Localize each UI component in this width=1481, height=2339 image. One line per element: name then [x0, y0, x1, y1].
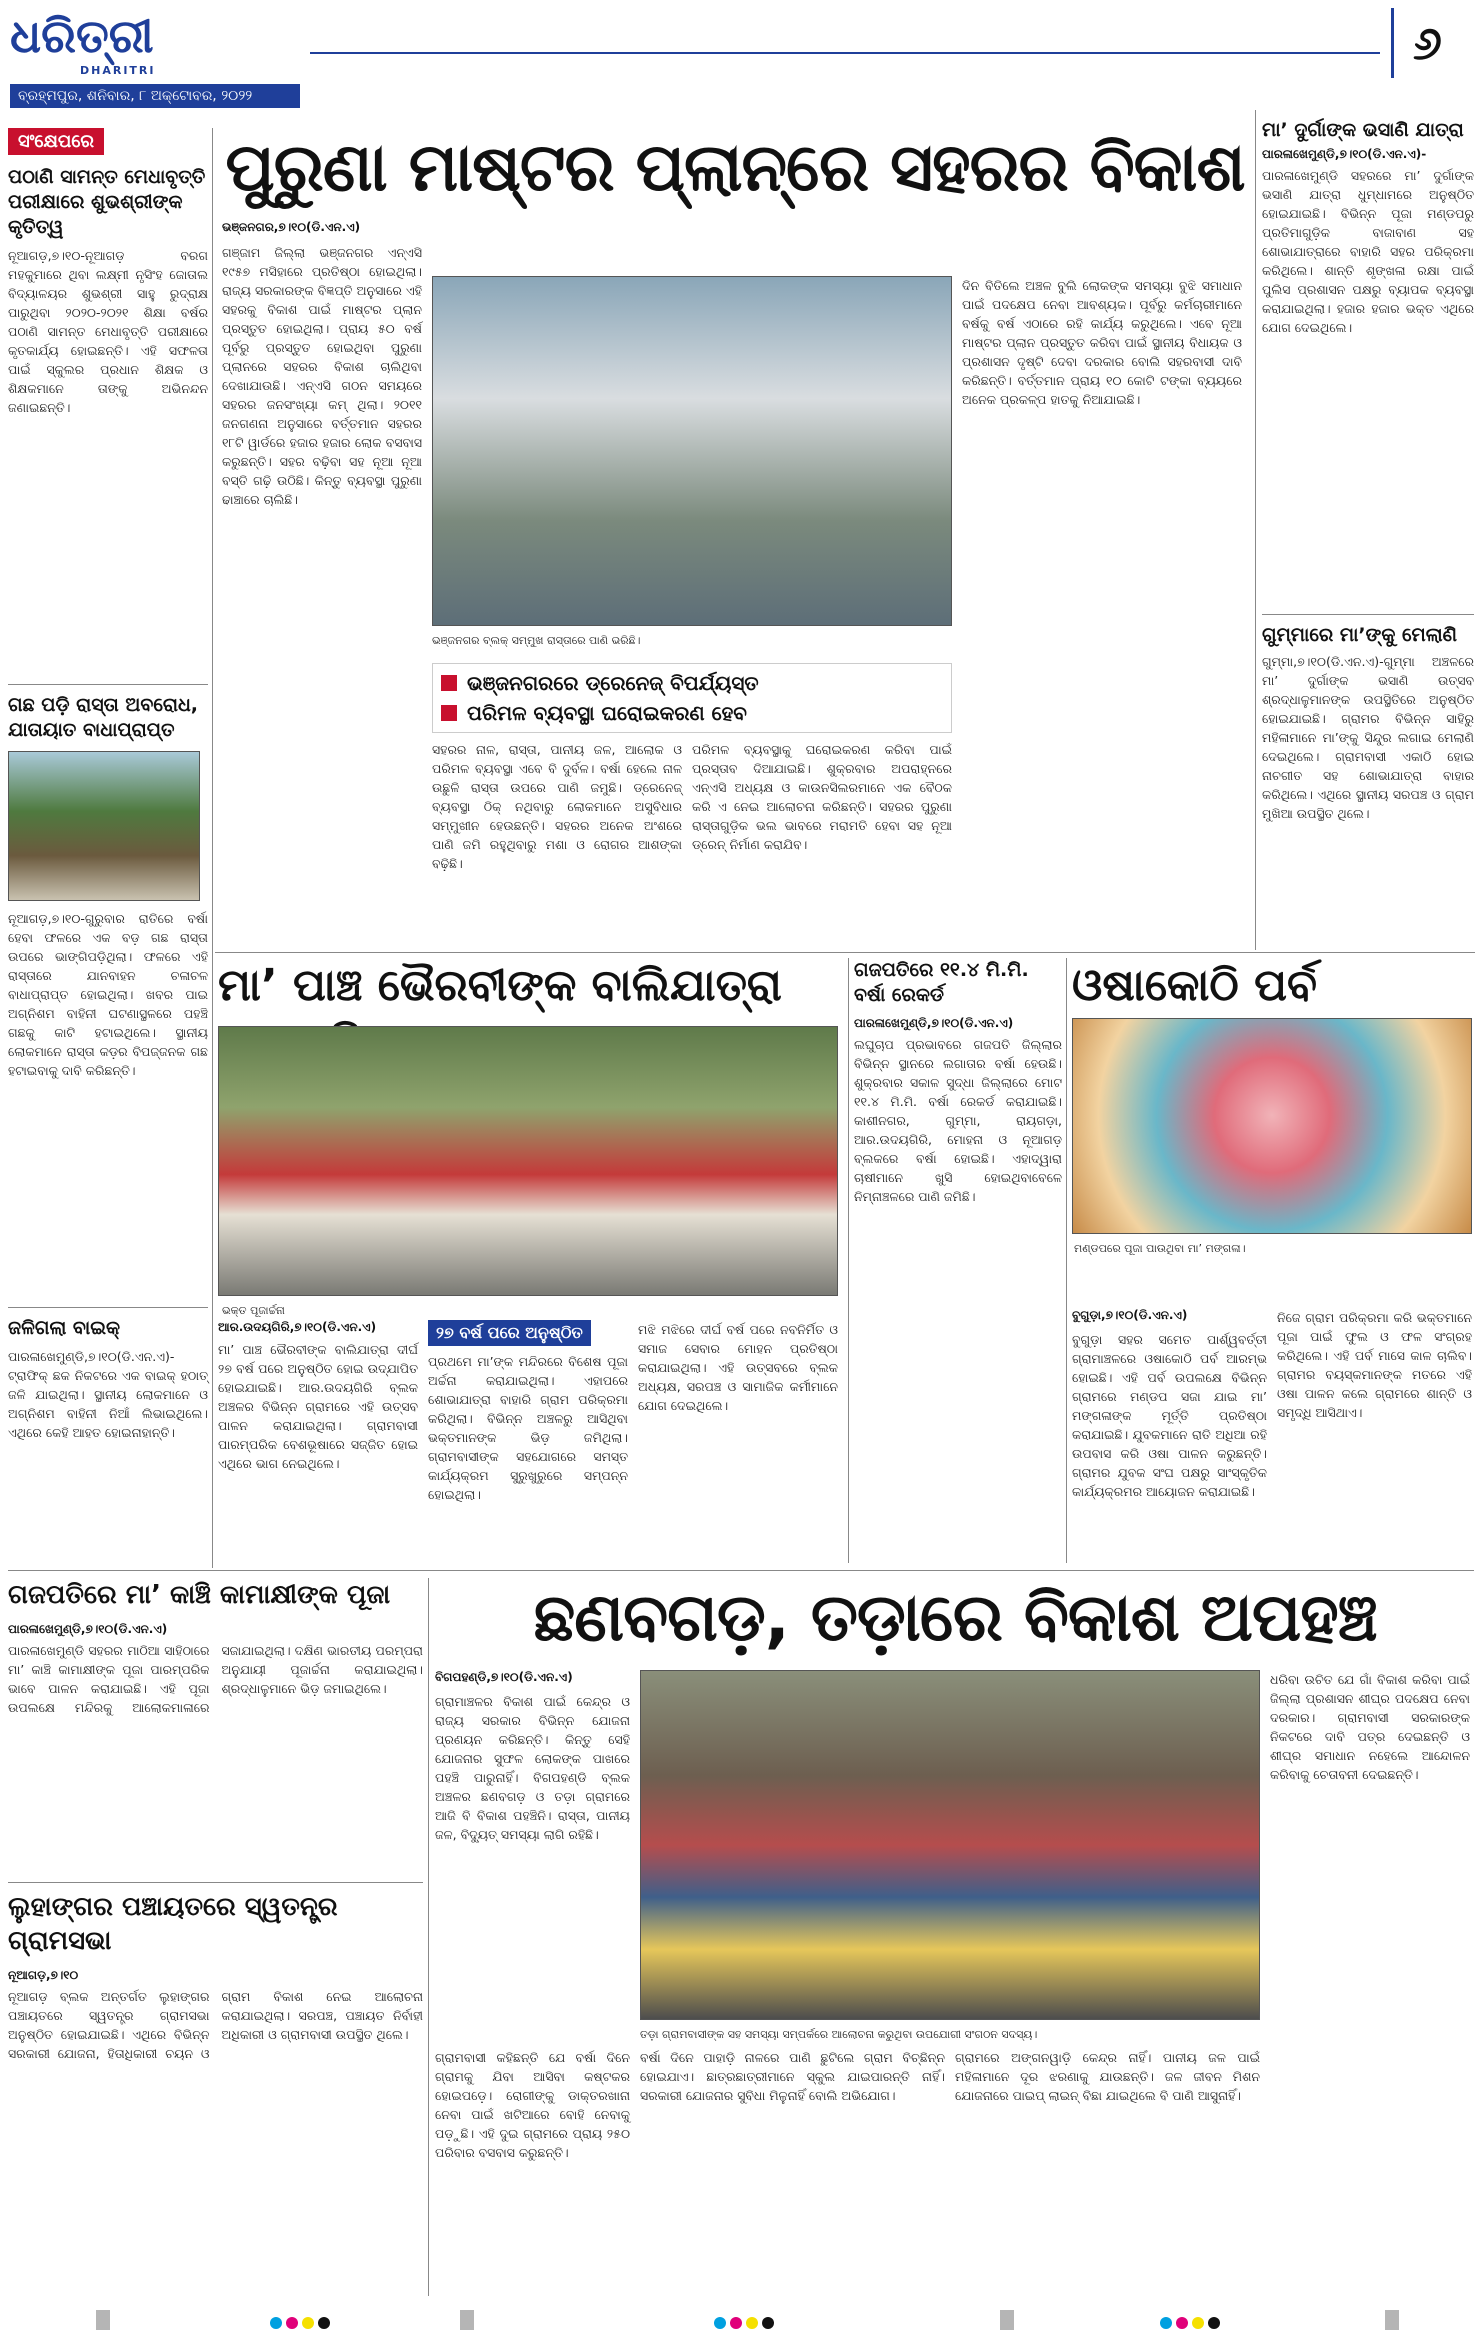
section-divider: [215, 952, 1475, 953]
column-divider: [848, 958, 849, 1563]
color-registration-marks: [1158, 2314, 1222, 2333]
bali-photo: [218, 1026, 838, 1296]
rain-dateline: ପାରଳାଖେମୁଣ୍ଡି,୭।୧୦(ଡି.ଏନ.ଏ): [854, 1016, 1014, 1030]
color-registration-marks: [712, 2314, 776, 2333]
story1-dateline: ପାରଳାଖେମୁଣ୍ଡି,୭।୧୦(ଡି.ଏନ.ଏ)-: [1262, 147, 1427, 161]
right-column: [1262, 118, 1474, 948]
section-tag: ସଂକ୍ଷେପରେ: [8, 128, 104, 155]
ushakothi-photo: [1072, 1018, 1472, 1234]
story2-headline: ଗୁମ୍ମାରେ ମା’ଙ୍କୁ ମେଲାଣି: [1262, 624, 1458, 646]
ushakothi-caption: ମଣ୍ଡପରେ ପୂଜା ପାଉଥିବା ମା’ ମଙ୍ଗଳା।: [1074, 1242, 1246, 1255]
brief3-body: ପାରଳାଖେମୁଣ୍ଡି,୭।୧୦(ଡି.ଏନ.ଏ)-ଟ୍ରାଫିକ୍ ଛକ ନିକଟରେ ଏକ ବାଇକ୍ ହଠାତ୍ ଜଳି ଯାଇଥିଲା। ସ୍ଥାନୀୟ ଲୋକମାନେ ଓ ଅଗ୍ନିଶମ ବାହିନୀ ନିଆଁ ଲିଭାଇଥିଲେ। ଏଥିରେ କେହି ଆହତ ହୋଇନାହାନ୍ତି।: [8, 1349, 208, 1440]
rain-story: [854, 958, 1062, 1563]
kamakhya-headline: ଗଜପତିରେ ମା’ କାଞ୍ଚି କାମାକ୍ଷୀଙ୍କ ପୂଜା: [8, 1580, 391, 1610]
newspaper-logo: ଧରିତ୍ରୀ: [10, 9, 154, 63]
edition-dateline: ବ୍ରହ୍ମପୁର, ଶନିବାର, ୮ ଅକ୍ଟୋବର, ୨୦୨୨: [10, 84, 300, 108]
chhanaba-body-2: ଗ୍ରାମବାସୀ କହିଛନ୍ତି ଯେ ବର୍ଷା ଦିନେ ଗ୍ରାମକୁ ଯିବା ଆସିବା କଷ୍ଟକର ହୋଇପଡ଼େ। ରୋଗୀଙ୍କୁ ଡାକ୍ତରଖାନା ନେବା ପାଇଁ ଖଟିଆରେ ବୋହି ନେବାକୁ ପଡ଼ୁଛି। ଏହି ଦୁଇ ଗ୍ରାମରେ ପ୍ରାୟ ୨୫୦ ପରିବାର ବସବାସ କରୁଛନ୍ତି।: [435, 2050, 630, 2160]
chhanaba-photo-caption: ତଡ଼ା ଗ୍ରାମବାସୀଙ୍କ ସହ ସମସ୍ୟା ସମ୍ପର୍କରେ ଆଲୋଚନା କରୁଥିବା ଉପଯୋଗୀ ସଂଗଠନ ସଦସ୍ୟ।: [640, 2028, 1038, 2041]
highlight-box: [432, 663, 952, 733]
kamakhya-body: ପାରଳାଖେମୁଣ୍ଡି ସହରର ମାଠିଆ ସାହିଠାରେ ମା’ କାଞ୍ଚି କାମାକ୍ଷୀଙ୍କ ପୂଜା ପାରମ୍ପରିକ ଭାବେ ପାଳନ କରାଯାଇଛି। ଏହି ପୂଜା ଉପଲକ୍ଷେ ମନ୍ଦିରକୁ ଆଲୋକମାଳାରେ ସଜାଯାଇଥିଲା। ଦକ୍ଷିଣ ଭାରତୀୟ ପରମ୍ପରା ଅନୁଯାୟୀ ପୂଜାର୍ଚ୍ଚନା କରାଯାଇଥିଲା। ଶ୍ରଦ୍ଧାଳୁମାନେ ଭିଡ଼ ଜମାଇଥିଲେ।: [8, 1643, 423, 1715]
lead-story: [220, 128, 1250, 948]
lead-headline: ପୁରୁଣା ମାଷ୍ଟର ପ୍ଲାନ୍‌ରେ ସହରର ବିକାଶ: [225, 129, 1245, 206]
luhang-story: [8, 1890, 423, 2295]
divider: [8, 1307, 208, 1308]
story2-body: ଗୁମ୍ମା,୭।୧୦(ଡି.ଏନ.ଏ)-ଗୁମ୍ମା ଅଞ୍ଚଳରେ ମା’ ଦୁର୍ଗାଙ୍କ ଭସାଣି ଉତ୍ସବ ଶ୍ରଦ୍ଧାଳୁମାନଙ୍କ ଉପସ୍ଥିତିରେ ଅନୁଷ୍ଠିତ ହୋଇଯାଇଛି। ଗ୍ରାମର ବିଭିନ୍ନ ସାହିରୁ ମହିଳାମାନେ ମା’ଙ୍କୁ ସିନ୍ଦୁର ଲଗାଇ ମେଲାଣି ଦେଇଥିଲେ। ଗ୍ରାମବାସୀ ଏକାଠି ହୋଇ ନାଚଗୀତ ସହ ଶୋଭାଯାତ୍ରା ବାହାର କରିଥିଲେ। ଏଥିରେ ସ୍ଥାନୀୟ ସରପଞ୍ଚ ଓ ଗ୍ରାମ ମୁଖିଆ ଉପସ୍ଥିତ ଥିଲେ।: [1262, 654, 1474, 821]
registration-block: [1000, 2310, 1014, 2330]
print-registration-footer: [0, 2302, 1481, 2339]
left-column: [8, 128, 208, 1563]
page-number: ୬: [1391, 8, 1461, 78]
bali-photo-caption: ଭକ୍ତ ପୂଜାର୍ଚ୍ଚନା: [222, 1304, 285, 1317]
brief1-headline: ପଠାଣି ସାମନ୍ତ ମେଧାବୃତ୍ତି ପରୀକ୍ଷାରେ ଶୁଭଶ୍ରୀଙ୍କ କୃତିତ୍ୱ: [8, 166, 206, 238]
brief2-body: ନୂଆଗଡ଼,୭।୧୦-ଗୁରୁବାର ରାତିରେ ବର୍ଷା ହେବା ଫଳରେ ଏକ ବଡ଼ ଗଛ ରାସ୍ତା ଉପରେ ଭାଙ୍ଗିପଡ଼ିଥିଲା। ଫଳରେ ଏହି ରାସ୍ତାରେ ଯାନବାହନ ଚଳାଚଳ ବାଧାପ୍ରାପ୍ତ ହୋଇଥିଲା। ଖବର ପାଇ ଅଗ୍ନିଶମ ବାହିନୀ ଘଟଣାସ୍ଥଳରେ ପହଞ୍ଚି ଗଛକୁ କାଟି ହଟାଇଥିଲେ। ସ୍ଥାନୀୟ ଲୋକମାନେ ରାସ୍ତା କଡ଼ର ବିପଜ୍ଜନକ ଗଛ ହଟାଇବାକୁ ଦାବି କରିଛନ୍ତି।: [8, 911, 208, 1078]
brief1-body: ନୂଆଗଡ଼,୭।୧୦-ନୂଆଗଡ଼ ବରଗ ମହକୁମାରେ ଥିବା ଲକ୍ଷ୍ମୀ ନୃସିଂହ ଜୋତାଲ ବିଦ୍ୟାଳୟର ଶୁଭଶ୍ରୀ ସାହୁ ରୁଦ୍ରାକ୍ଷ ପାରୁଥିବା ୨୦୨୦-୨୦୨୧ ଶିକ୍ଷା ବର୍ଷର ପଠାଣି ସାମନ୍ତ ମେଧାବୃତ୍ତି ପରୀକ୍ଷାରେ କୃତକାର୍ଯ୍ୟ ହୋଇଛନ୍ତି। ଏହି ସଫଳତା ପାଇଁ ସ୍କୁଲର ପ୍ରଧାନ ଶିକ୍ଷକ ଓ ଶିକ୍ଷକମାନେ ତାଙ୍କୁ ଅଭିନନ୍ଦନ ଜଣାଇଛନ୍ତି।: [8, 248, 208, 415]
chhanaba-headline: ଛଣବଗଡ଼, ତଡ଼ାରେ ବିକାଶ ଅପହଞ୍ଚ: [533, 1579, 1377, 1656]
story1-headline: ମା’ ଦୁର୍ଗାଙ୍କ ଭସାଣି ଯାତ୍ରା: [1262, 119, 1464, 141]
lead-photo: [432, 276, 952, 626]
lead-body-col2b: ପରିମଳ ବ୍ୟବସ୍ଥାକୁ ଘରୋଇକରଣ କରିବା ପାଇଁ ପ୍ରସ୍ତାବ ଦିଆଯାଇଛି। ଶୁକ୍ରବାର ଅପରାହ୍ନରେ ଏନ୍‌ଏସି ଅଧ୍ୟକ୍ଷ ଓ କାଉନସିଲରମାନେ ଏକ ବୈଠକ କରି ଏ ନେଇ ଆଲୋଚନା କରିଛନ୍ତି। ସହରର ପୁରୁଣା ରାସ୍ତାଗୁଡ଼ିକ ଭଲ ଭାବରେ ମରାମତି ହେବା ସହ ନୂଆ ଡ୍ରେନ୍ ନିର୍ମାଣ କରାଯିବ।: [692, 742, 952, 852]
luhang-dateline: ନୂଆଗଡ଼,୭।୧୦: [8, 1968, 79, 1982]
bali-body-2: ପ୍ରଥମେ ମା’ଙ୍କ ମନ୍ଦିରରେ ବିଶେଷ ପୂଜା ଅର୍ଚ୍ଚନା କରାଯାଇଥିଲା। ଏହାପରେ ଶୋଭାଯାତ୍ରା ବାହାରି ଗ୍ରାମ ପରିକ୍ରମା କରିଥିଲା। ବିଭିନ୍ନ ଅଞ୍ଚଳରୁ ଆସିଥିବା ଭକ୍ତମାନଙ୍କ ଭିଡ଼ ଜମିଥିଲା। ଗ୍ରାମବାସୀଙ୍କ ସହଯୋଗରେ ସମସ୍ତ କାର୍ଯ୍ୟକ୍ରମ ସୁରୁଖୁରୁରେ ସମ୍ପନ୍ନ ହୋଇଥିଲା।: [428, 1354, 628, 1502]
logo-subtitle: DHARITRI: [80, 64, 156, 77]
registration-block: [96, 2310, 110, 2330]
chhanaba-body-3: ବର୍ଷା ଦିନେ ପାହାଡ଼ି ନାଳରେ ପାଣି ଛୁଟିଲେ ଗ୍ରାମ ବିଚ୍ଛିନ୍ନ ହୋଇଯାଏ। ଛାତ୍ରଛାତ୍ରୀମାନେ ସ୍କୁଲ ଯାଇପାରନ୍ତି ନାହିଁ। ସରକାରୀ ଯୋଜନାର ସୁବିଧା ମିଳୁନାହିଁ ବୋଲି ଅଭିଯୋଗ।: [640, 2050, 945, 2103]
luhang-body: ନୂଆଗଡ଼ ବ୍ଲକ ଅନ୍ତର୍ଗତ ଲୁହାଙ୍ଗର ପଞ୍ଚାୟତରେ ସ୍ୱତନ୍ତ୍ର ଗ୍ରାମସଭା ଅନୁଷ୍ଠିତ ହୋଇଯାଇଛି। ଏଥିରେ ବିଭିନ୍ନ ସରକାରୀ ଯୋଜନା, ହିତାଧିକାରୀ ଚୟନ ଓ ଗ୍ରାମ ବିକାଶ ନେଇ ଆଲୋଚନା କରାଯାଇଥିଲା। ସରପଞ୍ଚ, ପଞ୍ଚାୟତ ନିର୍ବାହୀ ଅଧିକାରୀ ଓ ଗ୍ରାମବାସୀ ଉପସ୍ଥିତ ଥିଲେ।: [8, 1989, 423, 2061]
color-registration-marks: [268, 2314, 332, 2333]
ushakothi-body-1: ବୁଗୁଡ଼ା ସହର ସମେତ ପାର୍ଶ୍ୱବର୍ତ୍ତୀ ଗ୍ରାମାଞ୍ଚଳରେ ଓଷାକୋଠି ପର୍ବ ଆରମ୍ଭ ହୋଇଛି। ଏହି ପର୍ବ ଉପଲକ୍ଷେ ବିଭିନ୍ନ ଗ୍ରାମରେ ମଣ୍ଡପ ସଜା ଯାଇ ମା’ ମଙ୍ଗଳାଙ୍କ ମୂର୍ତ୍ତି ପ୍ରତିଷ୍ଠା କରାଯାଇଛି। ଯୁବକମାନେ ରାତି ଅଧିଆ ରହି ଉପବାସ କରି ଓଷା ପାଳନ କରୁଛନ୍ତି। ଗ୍ରାମର ଯୁବକ ସଂଘ ପକ୍ଷରୁ ସାଂସ୍କୃତିକ କାର୍ଯ୍ୟକ୍ରମର ଆୟୋଜନ କରାଯାଇଛି।: [1072, 1332, 1267, 1499]
section-divider: [8, 1570, 1474, 1571]
registration-block: [460, 2310, 474, 2330]
bali-yatra-story: [218, 958, 843, 1563]
chhanaba-body-4: ଗ୍ରାମରେ ଅଙ୍ଗନୱାଡ଼ି କେନ୍ଦ୍ର ନାହିଁ। ପାନୀୟ ଜଳ ପାଇଁ ମହିଳାମାନେ ଦୂର ଝରଣାକୁ ଯାଉଛନ୍ତି। ଜଳ ଜୀବନ ମିଶନ ଯୋଜନାରେ ପାଇପ୍ ଲାଇନ୍ ବିଛା ଯାଇଥିଲେ ବି ପାଣି ଆସୁନାହିଁ।: [955, 2050, 1260, 2103]
column-divider: [1066, 958, 1067, 1563]
ushakothi-dateline: ବୁଗୁଡ଼ା,୭।୧୦(ଡି.ଏନ.ଏ): [1072, 1308, 1188, 1322]
rain-body: ଲଘୁଚାପ ପ୍ରଭାବରେ ଗଜପତି ଜିଲ୍ଲାର ବିଭିନ୍ନ ସ୍ଥାନରେ ଲଗାତାର ବର୍ଷା ହେଉଛି। ଶୁକ୍ରବାର ସକାଳ ସୁଦ୍ଧା ଜିଲ୍ଲାରେ ମୋଟ ୧୧.୪ ମି.ମି. ବର୍ଷା ରେକର୍ଡ କରାଯାଇଛି। କାଶୀନଗର, ଗୁମ୍ମା, ରାୟଗଡ଼ା, ଆର.ଉଦୟଗିରି, ମୋହନା ଓ ନୂଆଗଡ଼ ବ୍ଲକରେ ବର୍ଷା ହୋଇଛି। ଏହାଦ୍ୱାରା ଚାଷୀମାନେ ଖୁସି ହୋଇଥିବାବେଳେ ନିମ୍ନାଞ୍ଚଳରେ ପାଣି ଜମିଛି।: [854, 1037, 1062, 1204]
highlight-line-1: ଭଞ୍ଜନଗରରେ ଡ୍ରେନେଜ୍ ବିପର୍ଯ୍ୟସ୍ତ: [441, 668, 943, 698]
column-divider: [1255, 110, 1256, 950]
chhanaba-dateline: ବିଗପହଣ୍ଡି,୭।୧୦(ଡି.ଏନ.ଏ): [435, 1670, 573, 1684]
header-rule: [310, 52, 1380, 54]
lead-photo-caption: ଭଞ୍ଜନଗର ବ୍ଲକ୍ ସମ୍ମୁଖ ରାସ୍ତାରେ ପାଣି ଭରିଛି।: [432, 634, 641, 647]
lead-body-col3: ଦିନ ବିତିଲେ ଅଞ୍ଚଳ ବୁଲି ଲୋକଙ୍କ ସମସ୍ୟା ବୁଝି ସମାଧାନ ପାଇଁ ପଦକ୍ଷେପ ନେବା ଆବଶ୍ୟକ। ପୂର୍ବରୁ କର୍ମଚାରୀମାନେ ବର୍ଷକୁ ବର୍ଷ ଏଠାରେ ରହି କାର୍ଯ୍ୟ କରୁଥିଲେ। ଏବେ ନୂଆ ମାଷ୍ଟର ପ୍ଲାନ ପ୍ରସ୍ତୁତ କରିବା ପାଇଁ ସ୍ଥାନୀୟ ବିଧାୟକ ଓ ପ୍ରଶାସନ ଦୃଷ୍ଟି ଦେବା ଦରକାର ବୋଲି ସହରବାସୀ ଦାବି କରିଛନ୍ତି। ବର୍ତ୍ତମାନ ପ୍ରାୟ ୧୦ କୋଟି ଟଙ୍କା ବ୍ୟୟରେ ଅନେକ ପ୍ରକଳ୍ପ ହାତକୁ ନିଆଯାଇଛି।: [962, 278, 1242, 407]
ushakothi-body-2: ନିଜେ ଗ୍ରାମ ପରିକ୍ରମା କରି ଭକ୍ତମାନେ ପୂଜା ପାଇଁ ଫୁଲ ଓ ଫଳ ସଂଗ୍ରହ କରିଥିଲେ। ଏହି ପର୍ବ ମାସେ କାଳ ଚାଲିବ। ଗ୍ରାମର ବୟସ୍କମାନଙ୍କ ମତରେ ଏହି ଓଷା ପାଳନ କଲେ ଗ୍ରାମରେ ଶାନ୍ତି ଓ ସମୃଦ୍ଧି ଆସିଥାଏ।: [1277, 1310, 1472, 1420]
kamakhya-story: [8, 1578, 423, 1878]
column-divider: [428, 1578, 429, 2296]
ushakothi-headline: ଓଷାକୋଠି ପର୍ବ: [1072, 960, 1317, 1011]
chhanaba-body-1: ଗ୍ରାମାଞ୍ଚଳର ବିକାଶ ପାଇଁ କେନ୍ଦ୍ର ଓ ରାଜ୍ୟ ସରକାର ବିଭିନ୍ନ ଯୋଜନା ପ୍ରଣୟନ କରିଛନ୍ତି। କିନ୍ତୁ ସେହି ଯୋଜନାର ସୁଫଳ ଲୋକଙ୍କ ପାଖରେ ପହଞ୍ଚି ପାରୁନାହିଁ। ବିଗପହଣ୍ଡି ବ୍ଲକ ଅଞ୍ଚଳର ଛଣବଗଡ଼ ଓ ତଡ଼ା ଗ୍ରାମରେ ଆଜି ବି ବିକାଶ ପହଞ୍ଚିନି। ରାସ୍ତା, ପାନୀୟ ଜଳ, ବିଦ୍ୟୁତ୍ ସମସ୍ୟା ଲାଗି ରହିଛି।: [435, 1694, 630, 1842]
bali-tag: ୨୭ ବର୍ଷ ପରେ ଅନୁଷ୍ଠିତ: [428, 1320, 591, 1346]
brief2-headline: ଗଛ ପଡ଼ି ରାସ୍ତା ଅବରୋଧ, ଯାତାୟାତ ବାଧାପ୍ରାପ୍ତ: [8, 694, 199, 741]
kamakhya-dateline: ପାରଳାଖେମୁଣ୍ଡି,୭।୧୦(ଡି.ଏନ.ଏ): [8, 1622, 168, 1636]
divider: [1262, 614, 1474, 615]
divider: [8, 1882, 423, 1883]
masthead: [10, 8, 1471, 120]
bali-headline: ମା’ ପାଞ୍ଚ ଭୈରବୀଙ୍କ ବାଲିଯାତ୍ରା: [218, 960, 782, 1011]
fallen-tree-photo: [8, 751, 200, 901]
lead-dateline: ଭଞ୍ଜନଗର,୭।୧୦(ଡି.ଏନ.ଏ): [222, 220, 361, 234]
ushakothi-story: [1072, 958, 1474, 1563]
registration-block: [1385, 2310, 1399, 2330]
story1-body: ପାରଳାଖେମୁଣ୍ଡି ସହରରେ ମା’ ଦୁର୍ଗାଙ୍କ ଭସାଣି ଯାତ୍ରା ଧୁମ୍‌ଧାମରେ ଅନୁଷ୍ଠିତ ହୋଇଯାଇଛି। ବିଭିନ୍ନ ପୂଜା ମଣ୍ଡପରୁ ପ୍ରତିମାଗୁଡ଼ିକ ବାଜାବାଣ ସହ ଶୋଭାଯାତ୍ରାରେ ବାହାରି ସହର ପରିକ୍ରମା କରିଥିଲେ। ଶାନ୍ତି ଶୃଙ୍ଖଳା ରକ୍ଷା ପାଇଁ ପୁଲିସ ପ୍ରଶାସନ ପକ୍ଷରୁ ବ୍ୟାପକ ବ୍ୟବସ୍ଥା କରାଯାଇଥିଲା। ହଜାର ହଜାର ଭକ୍ତ ଏଥିରେ ଯୋଗ ଦେଇଥିଲେ।: [1262, 168, 1474, 335]
lead-body-col1: ଗଞ୍ଜାମ ଜିଲ୍ଲା ଭଞ୍ଜନଗର ଏନ୍‌ଏସି ୧୯୫୭ ମସିହାରେ ପ୍ରତିଷ୍ଠା ହୋଇଥିଲା। ରାଜ୍ୟ ସରକାରଙ୍କ ବିଜ୍ଞପ୍ତି ଅନୁସାରେ ଏହି ସହରକୁ ବିକାଶ ପାଇଁ ମାଷ୍ଟର ପ୍ଲାନ ପ୍ରସ୍ତୁତ ହୋଇଥିଲା। ପ୍ରାୟ ୫୦ ବର୍ଷ ପୂର୍ବରୁ ପ୍ରସ୍ତୁତ ହୋଇଥିବା ପୁରୁଣା ପ୍ଲାନରେ ସହରର ବିକାଶ ଚାଲିଥିବା ଦେଖାଯାଉଛି। ଏନ୍‌ଏସି ଗଠନ ସମୟରେ ସହରର ଜନସଂଖ୍ୟା କମ୍ ଥିଲା। ୨୦୧୧ ଜନଗଣନା ଅନୁସାରେ ବର୍ତ୍ତମାନ ସହରର ୧୮ଟି ୱାର୍ଡରେ ହଜାର ହଜାର ଲୋକ ବସବାସ କରୁଛନ୍ତି। ସହର ବଢ଼ିବା ସହ ନୂଆ ନୂଆ ବସ୍ତି ଗଢ଼ି ଉଠିଛି। କିନ୍ତୁ ବ୍ୟବସ୍ଥା ପୁରୁଣା ଢାଞ୍ଚାରେ ଚାଲିଛି।: [222, 245, 422, 507]
lead-body-col2: ସହରର ନାଳ, ରାସ୍ତା, ପାନୀୟ ଜଳ, ଆଲୋକ ଓ ପରିମଳ ବ୍ୟବସ୍ଥା ଏବେ ବି ଦୁର୍ବଳ। ବର୍ଷା ହେଲେ ନାଳ ଉଛୁଳି ରାସ୍ତା ଉପରେ ପାଣି ଜମୁଛି। ଡ୍ରେନେଜ୍ ବ୍ୟବସ୍ଥା ଠିକ୍ ନଥିବାରୁ ଲୋକମାନେ ଅସୁବିଧାର ସମ୍ମୁଖୀନ ହେଉଛନ୍ତି। ସହରର ଅନେକ ଅଂଶରେ ପାଣି ଜମି ରହୁଥିବାରୁ ମଶା ଓ ରୋଗର ଆଶଙ୍କା ବଢ଼ିଛି।: [432, 742, 682, 871]
brief3-headline: ଜଳିଗଲା ବାଇକ୍: [8, 1317, 121, 1339]
highlight-line-2: ପରିମଳ ବ୍ୟବସ୍ଥା ଘରୋଇକରଣ ହେବ: [441, 698, 943, 728]
chhanaba-story: [435, 1578, 1475, 2296]
bullet-square-icon: [441, 675, 457, 691]
bali-dateline: ଆର.ଉଦୟଗିରି,୭।୧୦(ଡି.ଏନ.ଏ): [218, 1320, 377, 1334]
chhanaba-body-5: ଧରିବା ଉଚିତ ଯେ ଗାଁ ବିକାଶ କରିବା ପାଇଁ ଜିଲ୍ଲା ପ୍ରଶାସନ ଶୀଘ୍ର ପଦକ୍ଷେପ ନେବା ଦରକାର। ଗ୍ରାମବାସୀ ସରକାରଙ୍କ ନିକଟରେ ଦାବି ପତ୍ର ଦେଇଛନ୍ତି ଓ ଶୀଘ୍ର ସମାଧାନ ନହେଲେ ଆନ୍ଦୋଳନ କରିବାକୁ ଚେତାବନୀ ଦେଇଛନ୍ତି।: [1270, 1672, 1470, 1782]
bali-body-3: ମଝି ମଝିରେ ଦୀର୍ଘ ବର୍ଷ ପରେ ନବନିର୍ମିତ ଓ ସମାଜ ସେବାର ମୋହନ ପ୍ରତିଷ୍ଠା କରାଯାଇଥିଲା। ଏହି ଉତ୍ସବରେ ବ୍ଲକ ଅଧ୍ୟକ୍ଷ, ସରପଞ୍ଚ ଓ ସାମାଜିକ କର୍ମୀମାନେ ଯୋଗ ଦେଇଥିଲେ।: [638, 1322, 838, 1413]
divider: [8, 684, 208, 685]
bali-body-1: ମା’ ପାଞ୍ଚ ଭୈରବୀଙ୍କ ବାଲିଯାତ୍ରା ଦୀର୍ଘ ୨୭ ବର୍ଷ ପରେ ଅନୁଷ୍ଠିତ ହୋଇ ଉଦ୍‌ଯାପିତ ହୋଇଯାଇଛି। ଆର.ଉଦୟଗିରି ବ୍ଲକ ଅଞ୍ଚଳର ବିଭିନ୍ନ ଗ୍ରାମରେ ଏହି ଉତ୍ସବ ପାଳନ କରାଯାଇଥିଲା। ଗ୍ରାମବାସୀ ପାରମ୍ପରିକ ବେଶଭୂଷାରେ ସଜ୍ଜିତ ହୋଇ ଏଥିରେ ଭାଗ ନେଇଥିଲେ।: [218, 1342, 418, 1471]
column-divider: [212, 128, 213, 1568]
luhang-headline: ଲୁହାଙ୍ଗର ପଞ୍ଚାୟତରେ ସ୍ୱତନ୍ତ୍ର ଗ୍ରାମସଭା: [8, 1892, 338, 1956]
bullet-square-icon: [441, 705, 457, 721]
rain-headline: ଗଜପତିରେ ୧୧.୪ ମି.ମି. ବର୍ଷା ରେକର୍ଡ: [854, 959, 1029, 1006]
chhanaba-photo: [640, 1670, 1260, 2020]
